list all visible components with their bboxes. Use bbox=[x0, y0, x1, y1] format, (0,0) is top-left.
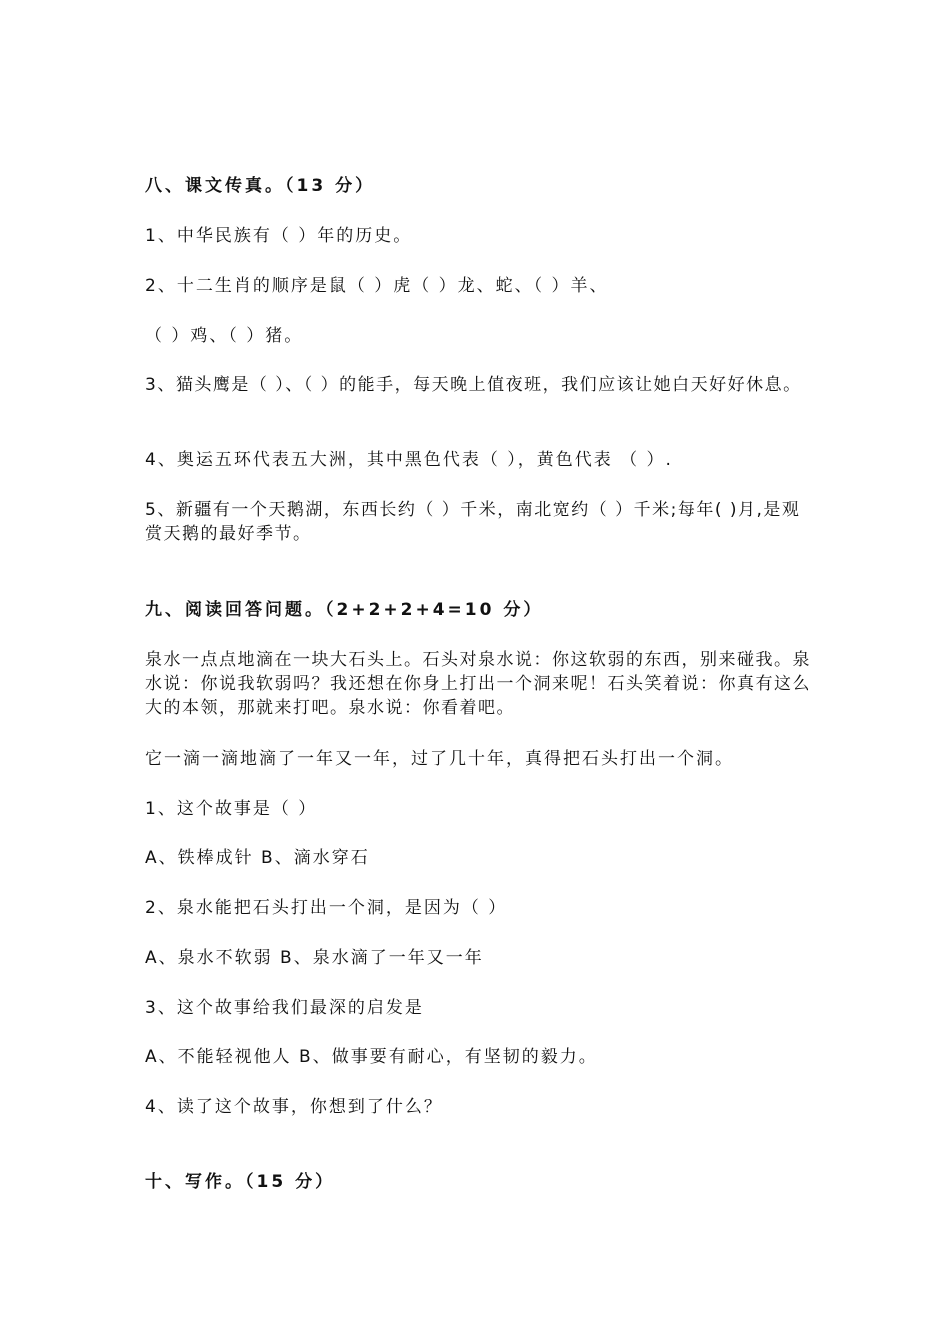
section-9-question-1-options: A、铁棒成针 B、滴水穿石 bbox=[145, 848, 370, 868]
section-8-heading: 八、课文传真。（13 分） bbox=[145, 176, 376, 196]
section-9-question-2-options: A、泉水不软弱 B、泉水滴了一年又一年 bbox=[145, 948, 484, 968]
section-9-heading: 九、阅读回答问题。（2+2+2+4=10 分） bbox=[145, 600, 544, 620]
section-8-question-4: 4、奥运五环代表五大洲，其中黑色代表（ ），黄色代表 （ ）. bbox=[145, 450, 673, 470]
reading-passage-paragraph-2: 它一滴一滴地滴了一年又一年，过了几十年，真得把石头打出一个洞。 bbox=[145, 749, 734, 769]
section-8-question-3: 3、猫头鹰是（ ）、（ ）的能手，每天晚上值夜班，我们应该让她白天好好休息。 bbox=[145, 375, 802, 395]
section-8-question-2-line-2: （ ）鸡、（ ）猪。 bbox=[145, 326, 304, 346]
section-8-question-1: 1、中华民族有（ ）年的历史。 bbox=[145, 226, 413, 246]
section-8-question-2-line-1: 2、十二生肖的顺序是鼠（ ）虎（ ）龙、蛇、（ ）羊、 bbox=[145, 276, 609, 296]
section-8-question-5: 5、新疆有一个天鹅湖，东西长约（ ）千米，南北宽约（ ）千米;每年( )月,是观赏天鹅的最好季节。 bbox=[145, 500, 801, 544]
section-9-question-3-options: A、不能轻视他人 B、做事要有耐心，有坚韧的毅力。 bbox=[145, 1047, 598, 1067]
section-9-question-2: 2、泉水能把石头打出一个洞，是因为（ ） bbox=[145, 898, 508, 918]
section-9-question-3: 3、这个故事给我们最深的启发是 bbox=[145, 998, 424, 1018]
reading-passage-paragraph-1: 泉水一点点地滴在一块大石头上。石头对泉水说：你这软弱的东西，别来碰我。泉水说：你说我软弱吗？我还想在你身上打出一个洞来呢！石头笑着说：你真有这么大的本领，那就来打吧。泉水说：你看着吧。 bbox=[145, 650, 811, 718]
section-9-question-1: 1、这个故事是（ ） bbox=[145, 799, 318, 819]
section-9-question-4: 4、读了这个故事，你想到了什么？ bbox=[145, 1097, 443, 1117]
section-10-heading: 十、写作。（15 分） bbox=[145, 1172, 336, 1192]
